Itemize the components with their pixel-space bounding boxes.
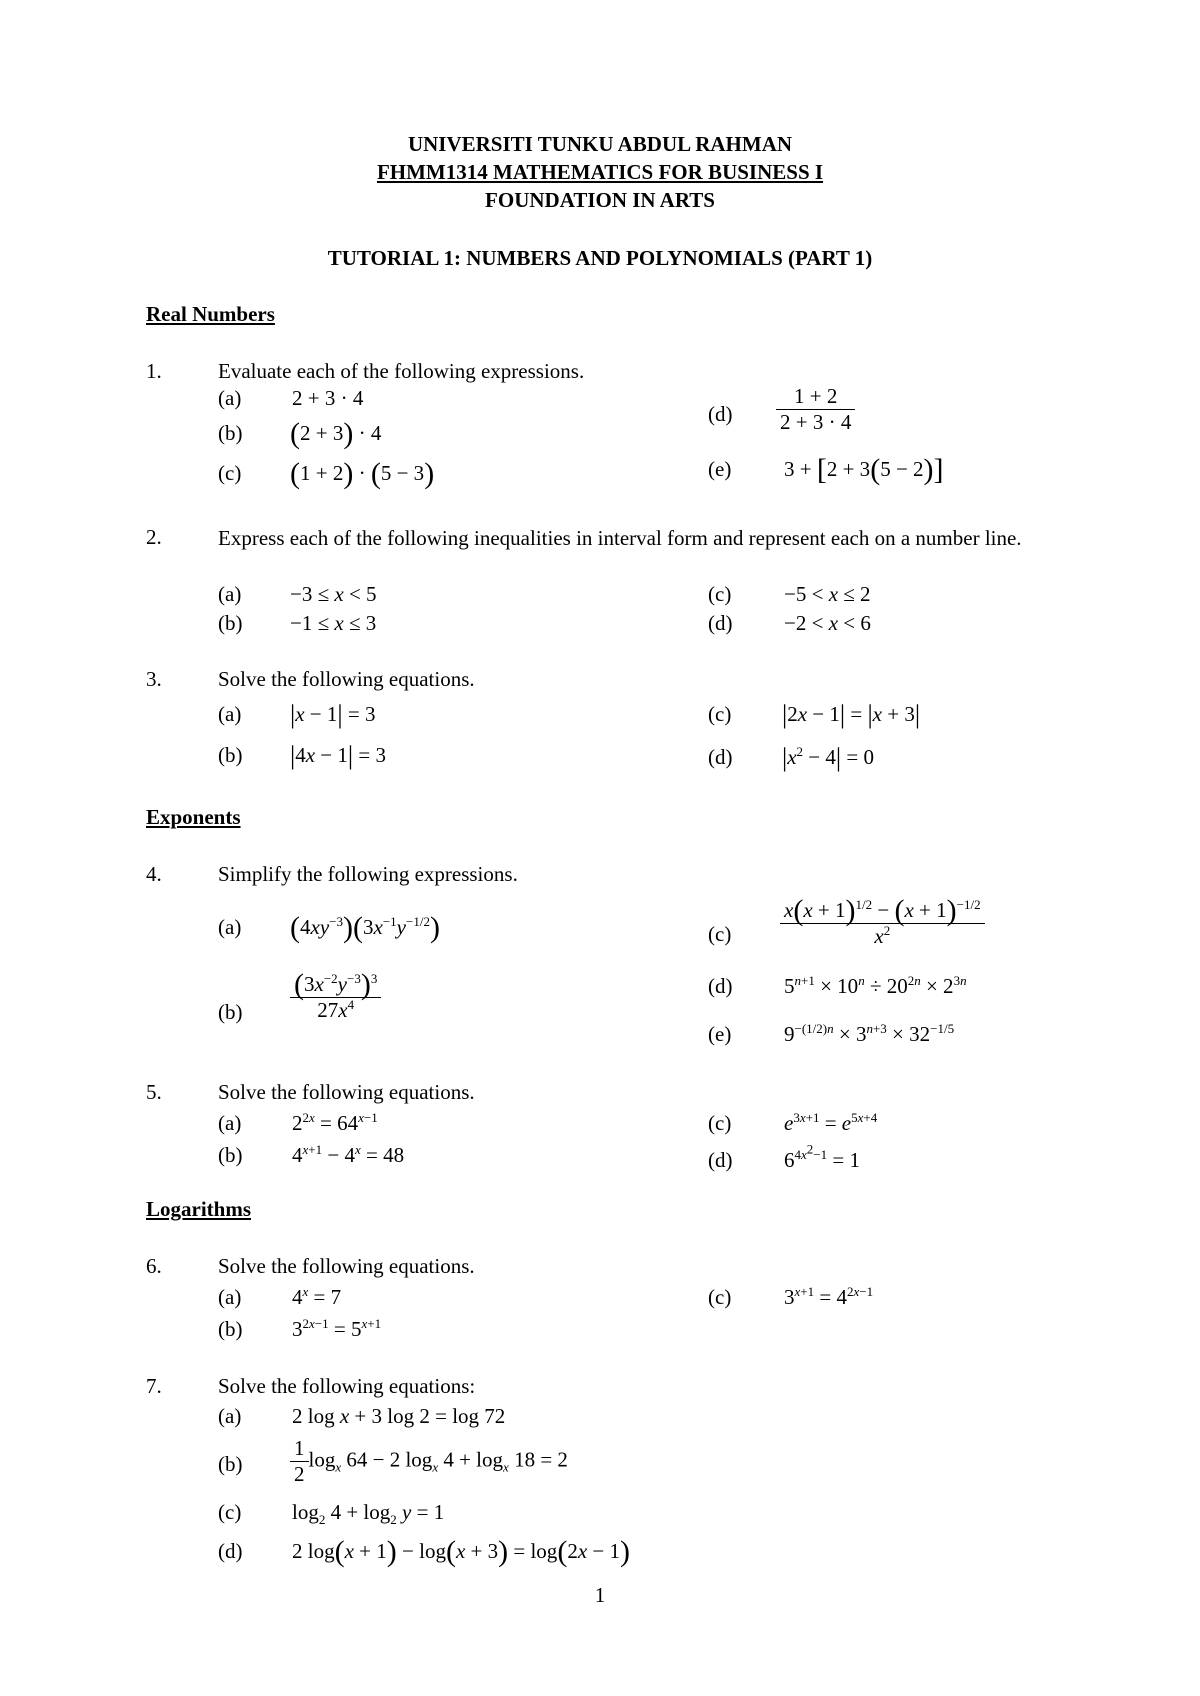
math-expression: $3^{x+1} = 4^{2x-1}$ xyxy=(784,1284,874,1309)
part-label: (c) xyxy=(708,582,732,606)
part-label: (e) xyxy=(708,457,732,481)
question-number: 2. xyxy=(146,525,162,549)
question-instruction: Solve the following equations. xyxy=(218,667,475,691)
part-label: (b) xyxy=(218,421,243,445)
question-number: 5. xyxy=(146,1080,162,1104)
question-number: 3. xyxy=(146,667,162,691)
part-label: (b) xyxy=(218,1452,243,1476)
part-label: (a) xyxy=(218,702,242,726)
programme-title: FOUNDATION IN ARTS xyxy=(485,188,715,212)
part-label: (c) xyxy=(218,1500,242,1524)
math-expression: $3^{2x-1} = 5^{x+1}$ xyxy=(292,1316,382,1341)
math-expression: $4^x = 7$ xyxy=(292,1284,342,1309)
part-label: (b) xyxy=(218,611,243,635)
math-expression: $9^{-(1/2)n} \times 3^{n+3} \times 32^{-1/5}$ xyxy=(784,1021,955,1046)
section-heading-real-numbers: Real Numbers xyxy=(146,302,275,326)
math-expression: $5^{n+1} \times 10^n \div 20^{2n} \times 2^{3n}$ xyxy=(784,973,967,998)
part-label: (c) xyxy=(218,461,242,485)
section-heading-exponents: Exponents xyxy=(146,805,241,829)
part-label: (b) xyxy=(218,1143,243,1167)
math-expression: $\frac{(3x^{-2}y^{-3})^3}{27x^4}$ xyxy=(290,972,381,1023)
part-label: (d) xyxy=(708,1148,733,1172)
math-expression: −3 ≤ x < 5 xyxy=(290,582,377,606)
math-expression: 2 log x + 3 log 2 = log 72 xyxy=(292,1404,506,1428)
math-expression: $\frac{x(x + 1)^{1/2} - (x + 1)^{-1/2}}{x^2}$ xyxy=(780,898,985,949)
math-expression: $(4xy^{-3})(3x^{-1}y^{-1/2})$ xyxy=(290,911,440,944)
question-instruction: Simplify the following expressions. xyxy=(218,862,518,886)
part-label: (c) xyxy=(708,1285,732,1309)
question-number: 6. xyxy=(146,1254,162,1278)
question-instruction: Solve the following equations. xyxy=(218,1080,475,1104)
part-label: (c) xyxy=(708,922,732,946)
math-expression: |4x − 1| = 3 xyxy=(290,741,386,770)
math-expression: $\frac{1}{2}$ $\log_x 64 - 2$ $\log_x 4 + \log_x 18 = 2$ xyxy=(290,1436,568,1487)
part-label: (b) xyxy=(218,743,243,767)
math-expression: $e^{3x+1} = e^{5x+4}$ xyxy=(784,1110,878,1135)
part-label: (d) xyxy=(708,611,733,635)
question-instruction: Solve the following equations. xyxy=(218,1254,475,1278)
part-label: (a) xyxy=(218,386,242,410)
math-expression: 3 + [2 + 3(5 − 2)] xyxy=(784,453,944,486)
math-expression: $\frac{1 + 2}{2 + 3 \cdot 4}$ xyxy=(776,384,855,435)
university-name: UNIVERSITI TUNKU ABDUL RAHMAN xyxy=(407,132,793,156)
part-label: (d) xyxy=(708,974,733,998)
section-heading-logarithms: Logarithms xyxy=(146,1197,251,1221)
math-expression: $|x^2 - 4| = 0$ xyxy=(782,743,874,772)
part-label: (c) xyxy=(708,702,732,726)
math-expression: (2 + 3) · 4 xyxy=(290,417,382,450)
question-number: 7. xyxy=(146,1374,162,1398)
math-expression: $\log_2 4 + \log_2 y = 1$ xyxy=(292,1500,445,1528)
math-expression: −2 < x < 6 xyxy=(784,611,871,635)
math-expression: −1 ≤ x ≤ 3 xyxy=(290,611,377,635)
question-instruction: Solve the following equations: xyxy=(218,1374,476,1398)
part-label: (b) xyxy=(218,1317,243,1341)
math-expression: (1 + 2) · (5 − 3) xyxy=(290,457,435,490)
math-expression: 2 + 3 · 4 xyxy=(292,386,364,410)
math-expression: 2 log(x + 1) − log(x + 3) = log(2x − 1) xyxy=(292,1535,630,1568)
math-expression: $4^{x+1} - 4^x = 48$ xyxy=(292,1142,405,1167)
math-expression: |2x − 1| = |x + 3| xyxy=(782,700,921,729)
page-number: 1 xyxy=(594,1583,606,1607)
tutorial-title: TUTORIAL 1: NUMBERS AND POLYNOMIALS (PART 1) xyxy=(327,246,873,270)
question-instruction: Evaluate each of the following expressions. xyxy=(218,359,585,383)
math-expression: $6^{4x^2-1} = 1$ xyxy=(784,1141,860,1172)
question-number: 1. xyxy=(146,359,162,383)
part-label: (a) xyxy=(218,582,242,606)
math-expression: −5 < x ≤ 2 xyxy=(784,582,871,606)
part-label: (b) xyxy=(218,1000,243,1024)
part-label: (a) xyxy=(218,915,242,939)
course-title: FHMM1314 MATHEMATICS FOR BUSINESS I xyxy=(376,160,824,184)
part-label: (a) xyxy=(218,1111,242,1135)
part-label: (c) xyxy=(708,1111,732,1135)
part-label: (d) xyxy=(708,402,733,426)
part-label: (d) xyxy=(708,745,733,769)
math-expression: |x − 1| = 3 xyxy=(290,700,376,729)
part-label: (a) xyxy=(218,1285,242,1309)
question-instruction: Express each of the following inequalities in interval form and represent each on a number line. xyxy=(218,526,1022,550)
part-label: (d) xyxy=(218,1539,243,1563)
math-expression: $2^{2x} = 64^{x-1}$ xyxy=(292,1110,378,1135)
question-number: 4. xyxy=(146,862,162,886)
part-label: (e) xyxy=(708,1022,732,1046)
part-label: (a) xyxy=(218,1404,242,1428)
